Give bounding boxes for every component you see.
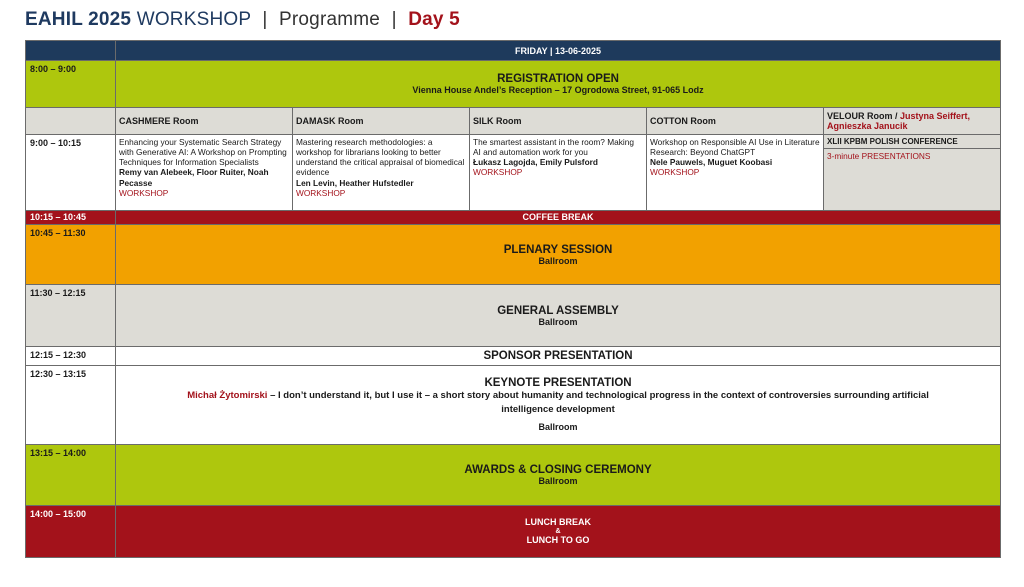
lunch-row bbox=[26, 506, 1001, 558]
velour-chairs: Justyna Seiffert, Agnieszka Janucik bbox=[827, 110, 971, 131]
time-cell: 11:30 – 12:15 bbox=[26, 285, 116, 347]
coffee-break: COFFEE BREAK bbox=[116, 210, 1001, 224]
session-cotton bbox=[647, 134, 824, 210]
sponsor-row bbox=[26, 346, 1001, 365]
plenary-title: PLENARY SESSION bbox=[503, 243, 613, 256]
room-cotton: COTTON Room bbox=[647, 107, 824, 134]
keynote-talk bbox=[186, 389, 930, 417]
session-damask bbox=[293, 134, 470, 210]
session-speakers: Len Levin, Heather Hufstedler bbox=[296, 177, 414, 188]
time-cell: 14:00 – 15:00 bbox=[26, 506, 116, 558]
velour-conference: XLII KPBM POLISH CONFERENCE bbox=[824, 135, 1000, 149]
plenary-location: Ballroom bbox=[538, 255, 578, 266]
lunch-line-2: & bbox=[555, 528, 561, 536]
assembly-row bbox=[26, 285, 1001, 347]
session-title: Enhancing your Systematic Search Strategy with Generative AI: A Workshop on Prompting Techniques for Information Specialists bbox=[119, 136, 287, 168]
event-name: EAHIL 2025 bbox=[25, 9, 132, 30]
registration-title: REGISTRATION OPEN bbox=[497, 72, 619, 85]
lunch-cell bbox=[116, 506, 1001, 558]
awards-row bbox=[26, 444, 1001, 506]
assembly-title: GENERAL ASSEMBLY bbox=[497, 304, 619, 317]
session-velour bbox=[824, 134, 1001, 210]
room-cashmere: CASHMERE Room bbox=[116, 107, 293, 134]
time-cell: 10:15 – 10:45 bbox=[26, 210, 116, 224]
schedule-table bbox=[25, 40, 1001, 558]
session-cashmere bbox=[116, 134, 293, 210]
room-velour bbox=[824, 107, 1001, 134]
date-header: FRIDAY | 13-06-2025 bbox=[116, 41, 1001, 61]
session-speakers: Łukasz Lagojda, Emily Pulsford bbox=[473, 157, 598, 168]
coffee-row bbox=[26, 210, 1001, 224]
room-damask: DAMASK Room bbox=[293, 107, 470, 134]
time-cell: 12:30 – 13:15 bbox=[26, 366, 116, 445]
rooms-row bbox=[26, 107, 1001, 134]
keynote-cell bbox=[116, 366, 1001, 445]
assembly-location: Ballroom bbox=[538, 316, 578, 327]
session-silk bbox=[470, 134, 647, 210]
title-separator: | bbox=[262, 9, 268, 30]
registration-location: Vienna House Andel’s Reception – 17 Ogrodowa Street, 91-065 Lodz bbox=[412, 84, 704, 95]
keynote-title: KEYNOTE PRESENTATION bbox=[484, 377, 632, 390]
workshop-label: WORKSHOP bbox=[136, 9, 251, 30]
time-cell: 8:00 – 9:00 bbox=[26, 61, 116, 107]
page-title bbox=[25, 9, 460, 31]
velour-presentations: 3-minute PRESENTATIONS bbox=[827, 150, 931, 161]
time-cell: 12:15 – 12:30 bbox=[26, 346, 116, 365]
velour-room-label: VELOUR Room / bbox=[827, 110, 898, 121]
session-type: WORKSHOP bbox=[119, 187, 169, 198]
registration-cell bbox=[116, 61, 1001, 107]
lunch-line-1: LUNCH BREAK bbox=[525, 517, 592, 528]
session-type: WORKSHOP bbox=[650, 167, 700, 178]
keynote-location: Ballroom bbox=[538, 422, 578, 433]
session-speakers: Nele Pauwels, Muguet Koobasi bbox=[650, 157, 773, 168]
keynote-speaker: Michał Żytomirski bbox=[187, 390, 268, 402]
plenary-cell bbox=[116, 224, 1001, 285]
awards-title: AWARDS & CLOSING CEREMONY bbox=[464, 464, 652, 477]
lunch-line-3: LUNCH TO GO bbox=[526, 535, 590, 546]
registration-row bbox=[26, 61, 1001, 107]
awards-location: Ballroom bbox=[538, 476, 578, 487]
time-column-header bbox=[26, 41, 116, 61]
awards-cell bbox=[116, 444, 1001, 506]
date-row bbox=[26, 41, 1001, 61]
session1-row bbox=[26, 134, 1001, 210]
time-cell: 13:15 – 14:00 bbox=[26, 444, 116, 506]
session-type: WORKSHOP bbox=[296, 187, 346, 198]
plenary-row bbox=[26, 224, 1001, 285]
session-title: Workshop on Responsible AI Use in Literature Research: Beyond ChatGPT bbox=[650, 136, 820, 158]
rooms-time-cell bbox=[26, 107, 116, 134]
room-silk: SILK Room bbox=[470, 107, 647, 134]
keynote-row bbox=[26, 366, 1001, 445]
session-speakers: Remy van Alebeek, Floor Ruiter, Noah Pecasse bbox=[119, 167, 269, 188]
session-title: Mastering research methodologies: a workshop for librarians looking to better understand the critical appraisal of biomedical evidence bbox=[296, 136, 465, 178]
time-cell: 10:45 – 11:30 bbox=[26, 224, 116, 285]
programme-label: Programme bbox=[279, 9, 381, 30]
session-type: WORKSHOP bbox=[473, 167, 523, 178]
time-cell: 9:00 – 10:15 bbox=[26, 134, 116, 210]
assembly-cell bbox=[116, 285, 1001, 347]
day-label: Day 5 bbox=[408, 9, 460, 30]
keynote-description: – I don’t understand it, but I use it – a short story about humanity and technological progress in the context of controversies surrounding artificial intelligence development bbox=[267, 390, 929, 416]
sponsor-presentation: SPONSOR PRESENTATION bbox=[116, 346, 1001, 365]
title-separator: | bbox=[391, 9, 397, 30]
session-title: The smartest assistant in the room? Making AI and automation work for you bbox=[473, 136, 634, 158]
